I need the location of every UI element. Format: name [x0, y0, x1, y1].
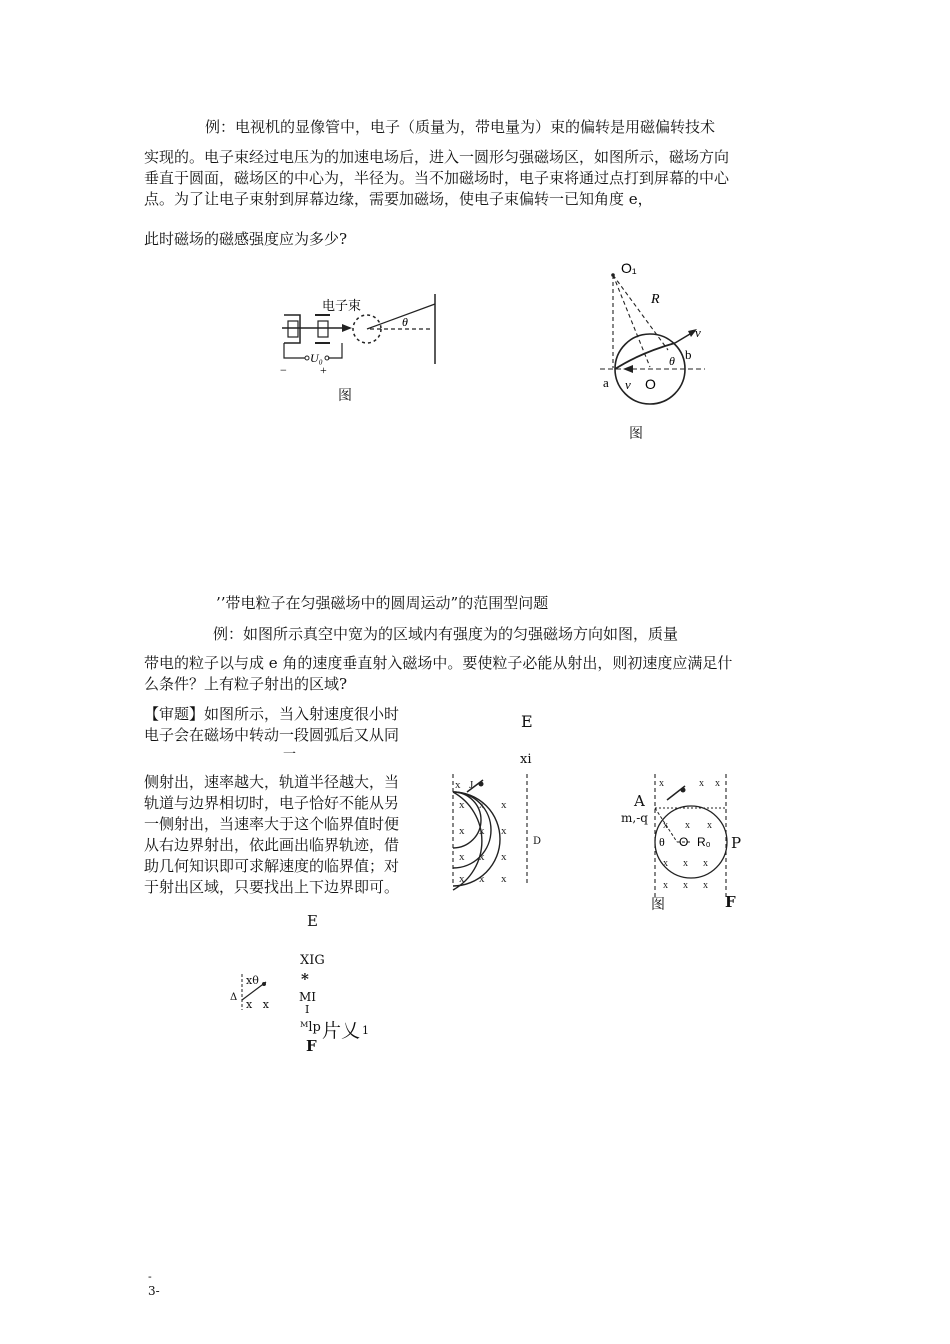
svg-text:x: x [663, 858, 668, 869]
svg-text:x: x [699, 778, 704, 789]
example1-line4: 点。为了让电子束射到屏幕边缘，需要加磁场，使电子束偏转一已知角度 e， [144, 190, 653, 208]
figure5-one: 1 [362, 1024, 369, 1037]
analysis-line1: 【审题】如图所示，当入射速度很小时 [144, 705, 400, 723]
figure4-r0: R₀ [697, 835, 711, 849]
figure4-mq-label: m,-q [621, 811, 648, 825]
analysis-line6: 一侧射出，当速率大于这个临界值时便 [144, 815, 400, 833]
svg-text:x: x [659, 778, 664, 789]
svg-text:x: x [479, 873, 485, 885]
svg-text:x: x [683, 858, 688, 869]
example2-line1: 例：如图所示真空中宽为的区域内有强度为的匀强磁场方向如图，质量 [213, 625, 679, 643]
svg-text:x: x [663, 880, 668, 891]
svg-text:x: x [479, 851, 485, 863]
theta-angle-label: θ [669, 354, 675, 368]
figure5-mlp-label: ᴹlp [300, 1020, 321, 1035]
example2-line2: 带电的粒子以与成 e 角的速度垂直射入磁场中。要使粒子必能从射出，则初速度应满足什 [144, 654, 733, 672]
svg-text:x: x [663, 820, 668, 831]
analysis-line3: 一 [283, 747, 297, 762]
example1-line1: 例：电视机的显像管中，电子（质量为，带电量为）束的偏转是用磁偏转技术 [205, 118, 716, 136]
section2-heading: ’’带电粒子在匀强磁场中的圆周运动”的范围型问题 [216, 594, 549, 612]
minus-sign: − [280, 363, 287, 377]
analysis-line5: 轨道与边界相切时，电子恰好不能从另 [144, 794, 400, 812]
analysis-line9: 于射出区域，只要找出上下边界即可。 [144, 878, 400, 896]
a-label: a [603, 375, 609, 390]
example1-line3: 垂直于圆面，磁场区的中心为，半径为。当不加磁场时，电子束将通过点打到屏幕的中心 [144, 169, 730, 187]
analysis-line7: 从右边界射出，依此画出临界轨迹，借 [144, 836, 400, 854]
figure3-e-label: E [521, 712, 533, 731]
svg-text:x: x [459, 825, 465, 837]
svg-text:x: x [715, 778, 720, 789]
figure4-f-label: F [725, 893, 736, 911]
svg-text:x: x [459, 851, 465, 863]
figure5-xx: x x [246, 998, 269, 1011]
svg-text:x: x [459, 799, 465, 811]
figure-trajectory-arcs [445, 770, 545, 890]
svg-text:x: x [685, 820, 690, 831]
theta-label: θ [402, 315, 408, 329]
svg-text:x: x [501, 799, 507, 811]
svg-text:x: x [459, 873, 465, 885]
figure-circular-field [595, 255, 715, 415]
v-top-label: v [695, 325, 701, 340]
o1-label: O₁ [621, 260, 637, 276]
svg-text:x: x [501, 873, 507, 885]
figure5-pianyi: 片乂 [322, 1021, 361, 1042]
figure5-mi-label: MI [299, 990, 317, 1004]
v-bottom-label: v [625, 377, 631, 392]
figure4-theta: θ [659, 835, 665, 849]
analysis-line4: 侧射出，速率越大，轨道半径越大，当 [144, 773, 400, 791]
figure5-e-label: E [307, 912, 318, 930]
figure1-caption: 图 [338, 388, 352, 404]
figure5-delta: Δ [230, 992, 238, 1003]
beam-label: 电子束 [322, 298, 362, 313]
plus-sign: + [320, 363, 327, 377]
figure3-xi-label: xi [520, 752, 532, 767]
figure2-caption: 图 [629, 426, 643, 442]
svg-text:x: x [703, 880, 708, 891]
svg-text:x: x [703, 858, 708, 869]
figure4-caption: 图 [651, 897, 665, 913]
figure5-theta-x: xθ [246, 974, 259, 987]
figure5-bar: I [305, 1003, 310, 1016]
svg-text:x: x [479, 799, 485, 811]
svg-text:x: x [501, 825, 507, 837]
svg-text:x: x [455, 779, 461, 791]
figure5-star: * [301, 970, 309, 988]
r-label: R [651, 292, 660, 307]
o-center-label: O [645, 376, 656, 392]
svg-text:x: x [707, 820, 712, 831]
figure5-xig-label: XIG [300, 953, 325, 968]
example2-line3: 么条件？上有粒子射出的区域? [144, 675, 348, 693]
voltage-label: U₀ [310, 351, 323, 365]
page-number: 3- [148, 1284, 160, 1298]
figure4-a-label: A [634, 792, 645, 810]
svg-text:J: J [469, 779, 474, 791]
footer-dash: - [148, 1270, 152, 1283]
figure-electron-beam [270, 290, 450, 380]
analysis-line2: 电子会在磁场中转动一段圆弧后又从同 [144, 726, 400, 744]
svg-text:x: x [501, 851, 507, 863]
figure5-f-label: F [306, 1037, 317, 1055]
figure-strip-field [615, 770, 750, 910]
svg-text:x: x [479, 825, 485, 837]
example1-question: 此时磁场的磁感强度应为多少? [144, 230, 348, 248]
example1-line2: 实现的。电子束经过电压为的加速电场后，进入一圆形匀强磁场区，如图所示，磁场方向 [144, 148, 730, 166]
b-label: b [685, 347, 692, 362]
figure4-p-label: P [731, 834, 742, 852]
analysis-line8: 助几何知识即可求解速度的临界值；对 [144, 857, 400, 875]
figure4-o: O [679, 835, 689, 849]
svg-text:x: x [683, 880, 688, 891]
figure3-d-label: D [533, 836, 542, 847]
